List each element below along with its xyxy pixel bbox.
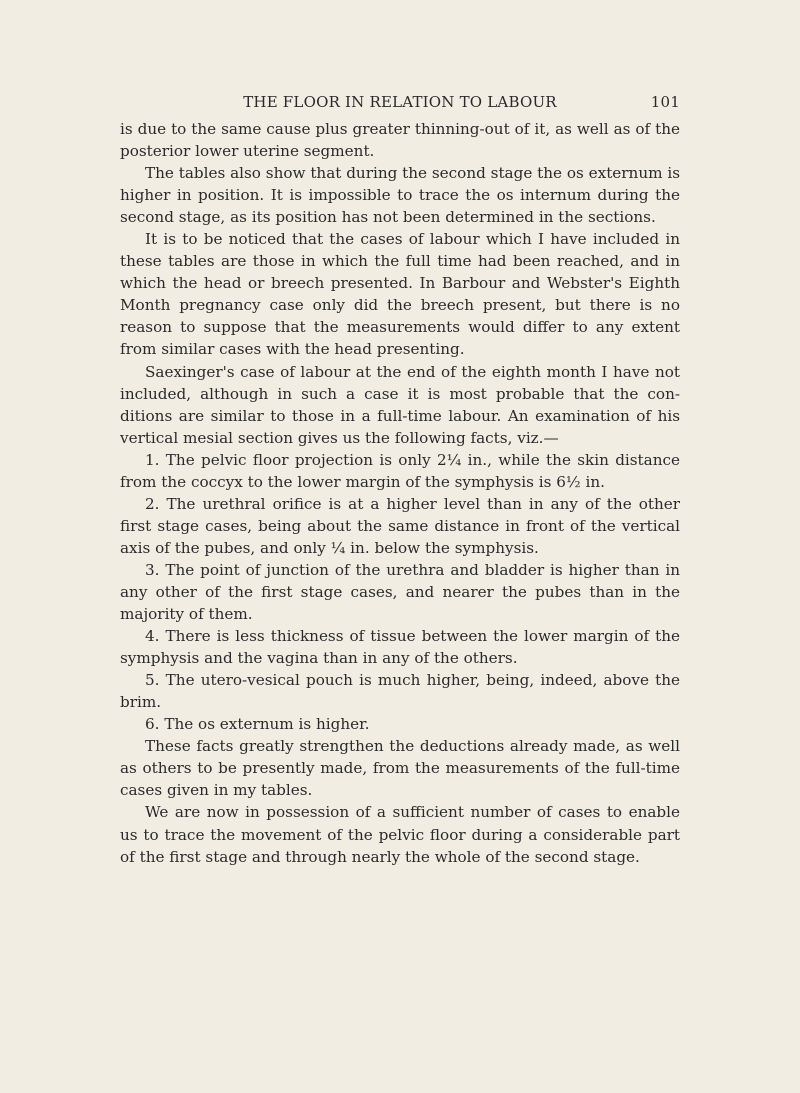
fact-item-2: 2. The urethral orifice is at a higher level than in any of the other first stage cases, being about the same distance in front of the vertical axis of the pubes, and only ¼ in. below the symphysis. (120, 494, 680, 557)
paragraph-possession: We are now in possession of a sufficient number of cases to enable us to trace the movement of the pelvic floor during a considerable part of the first stage and through nearly the whole of the second stage. (120, 803, 680, 866)
body-text (120, 118, 680, 868)
paragraph-strengthen: These facts greatly strengthen the deductions already made, as well as others to be presently made, from the measurements of the full-time cases given in my tables. (120, 737, 680, 800)
paragraph-tables-os: The tables also show that during the second stage the os externum is higher in position. It is impossible to trace the os internum during the second stage, as its position has not been determined in the sections. (120, 164, 680, 227)
fact-item-4: 4. There is less thickness of tissue between the lower margin of the symphysis and the vagina than in any of the others. (120, 627, 680, 668)
running-title: THE FLOOR IN RELATION TO LABOUR (243, 93, 557, 111)
running-head (120, 93, 680, 113)
paragraph-saexinger: Saexinger's case of labour at the end of the eighth month I have not included, although in such a case it is most probable that the con- ditions are similar to those in a full-time labour. An examination of his vertical mesial section gives us the following facts, viz.— (120, 362, 680, 447)
paragraph-continuation: is due to the same cause plus greater thinning-out of it, as well as of the posterior lower uterine segment. (120, 120, 680, 161)
page-number: 101 (650, 93, 680, 111)
fact-item-1: 1. The pelvic floor projection is only 2¼ in., while the skin distance from the coccyx to the lower margin of the symphysis is 6½ in. (120, 450, 680, 491)
fact-item-5: 5. The utero-vesical pouch is much higher, being, indeed, above the brim. (120, 671, 680, 712)
paragraph-noticed: It is to be noticed that the cases of labour which I have included in these tables are those in which the full time had been reached, and in which the head or breech presented. In Barbour and Webster's Eighth Month pregnancy case only did the breech present, but there is no reason to suppose that the measurements would differ to any extent from similar cases with the head presenting. (120, 230, 680, 359)
fact-item-3: 3. The point of junction of the urethra and bladder is higher than in any other of the first stage cases, and nearer the pubes than in the majority of them. (120, 560, 680, 624)
fact-item-6: 6. The os externum is higher. (145, 715, 370, 734)
